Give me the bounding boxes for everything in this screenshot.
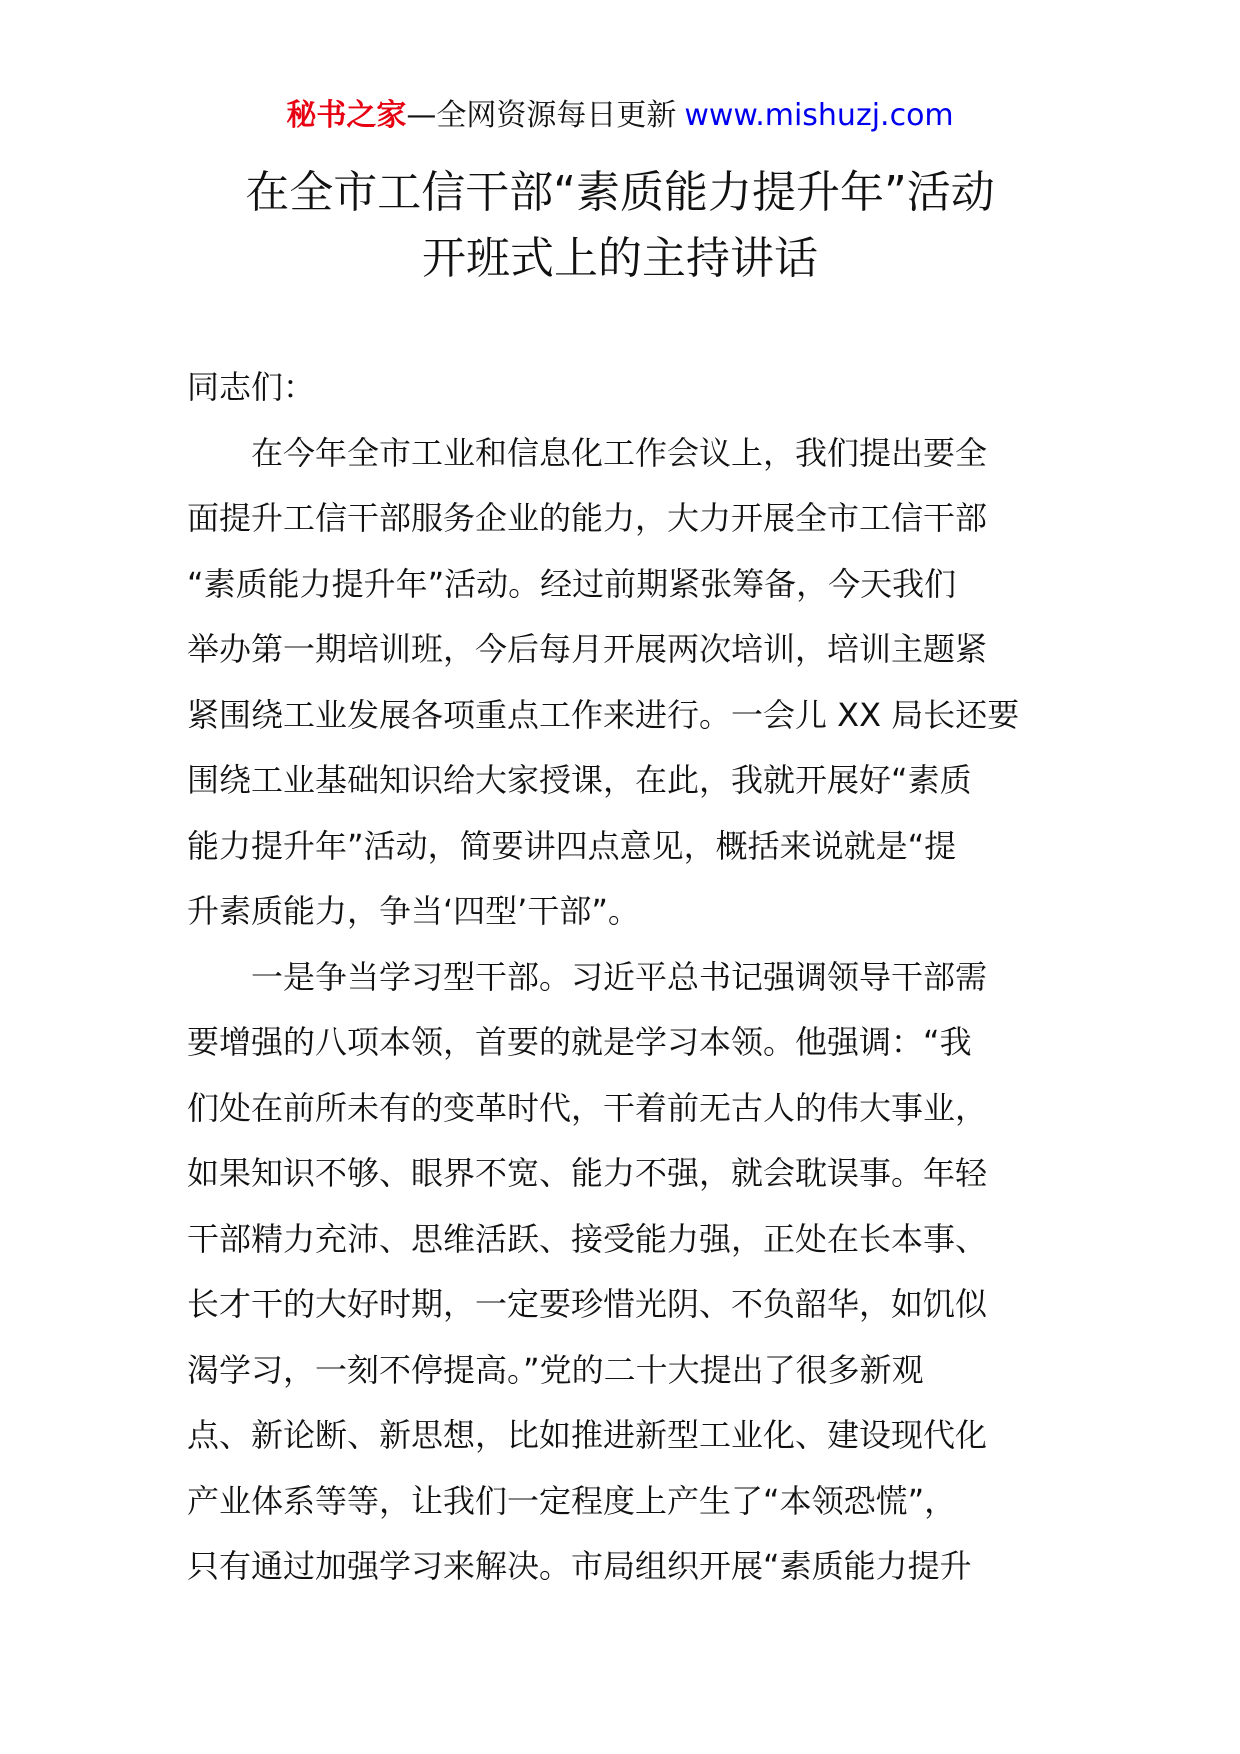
paragraph-line: 点、新论断、新思想，比如推进新型工业化、建设现代化 <box>187 1416 988 1454</box>
paragraph-line: 面提升工信干部服务企业的能力，大力开展全市工信干部 <box>187 499 988 537</box>
paragraph-line: 产业体系等等，让我们一定程度上产生了“本领恐慌”， <box>187 1481 957 1520</box>
site-header <box>0 96 1240 136</box>
paragraph-line: 升素质能力，争当‘四型’干部”。 <box>187 892 640 930</box>
document-body <box>187 355 1053 1600</box>
title-line-2: 开班式上的主持讲话 <box>422 233 818 284</box>
paragraph-line: 一是争当学习型干部。习近平总书记强调领导干部需 <box>251 957 988 996</box>
paragraph-line: 在今年全市工业和信息化工作会议上，我们提出要全 <box>251 433 988 472</box>
header-dash: — <box>406 98 437 133</box>
paragraph-line: 如果知识不够、眼界不宽、能力不强，就会耽误事。年轻 <box>187 1154 988 1192</box>
paragraph-line: 们处在前所未有的变革时代，干着前无古人的伟大事业， <box>187 1088 988 1127</box>
salutation: 同志们： <box>187 368 316 406</box>
site-url-link[interactable]: www.mishuzj.com <box>684 98 954 133</box>
paragraph-intro <box>187 421 1053 945</box>
paragraph-line: 举办第一期培训班，今后每月开展两次培训，培训主题紧 <box>187 630 988 668</box>
paragraph-line: 紧围绕工业发展各项重点工作来进行。一会儿 XX 局长还要 <box>187 695 1020 734</box>
paragraph-line: 长才干的大好时期，一定要珍惜光阴、不负韶华，如饥似 <box>187 1285 988 1323</box>
document-title <box>120 160 1120 292</box>
paragraph-learning-cadre <box>187 945 1053 1600</box>
paragraph-line: 渴学习，一刻不停提高。”党的二十大提出了很多新观 <box>187 1350 924 1389</box>
paragraph-line: 围绕工业基础知识给大家授课，在此，我就开展好“素质 <box>187 761 972 799</box>
site-tagline: 全网资源每日更新 <box>436 98 677 133</box>
site-brand: 秘书之家 <box>286 98 407 133</box>
title-line-1: 在全市工信干部“素质能力提升年”活动 <box>245 167 995 218</box>
paragraph-line: 干部精力充沛、思维活跃、接受能力强，正处在长本事、 <box>187 1219 988 1258</box>
paragraph-line: 能力提升年”活动，简要讲四点意见，概括来说就是“提 <box>187 826 957 865</box>
paragraph-line: 只有通过加强学习来解决。市局组织开展“素质能力提升 <box>187 1547 972 1585</box>
paragraph-line: “素质能力提升年”活动。经过前期紧张筹备，今天我们 <box>187 564 957 603</box>
paragraph-line: 要增强的八项本领，首要的就是学习本领。他强调：“我 <box>187 1023 972 1061</box>
